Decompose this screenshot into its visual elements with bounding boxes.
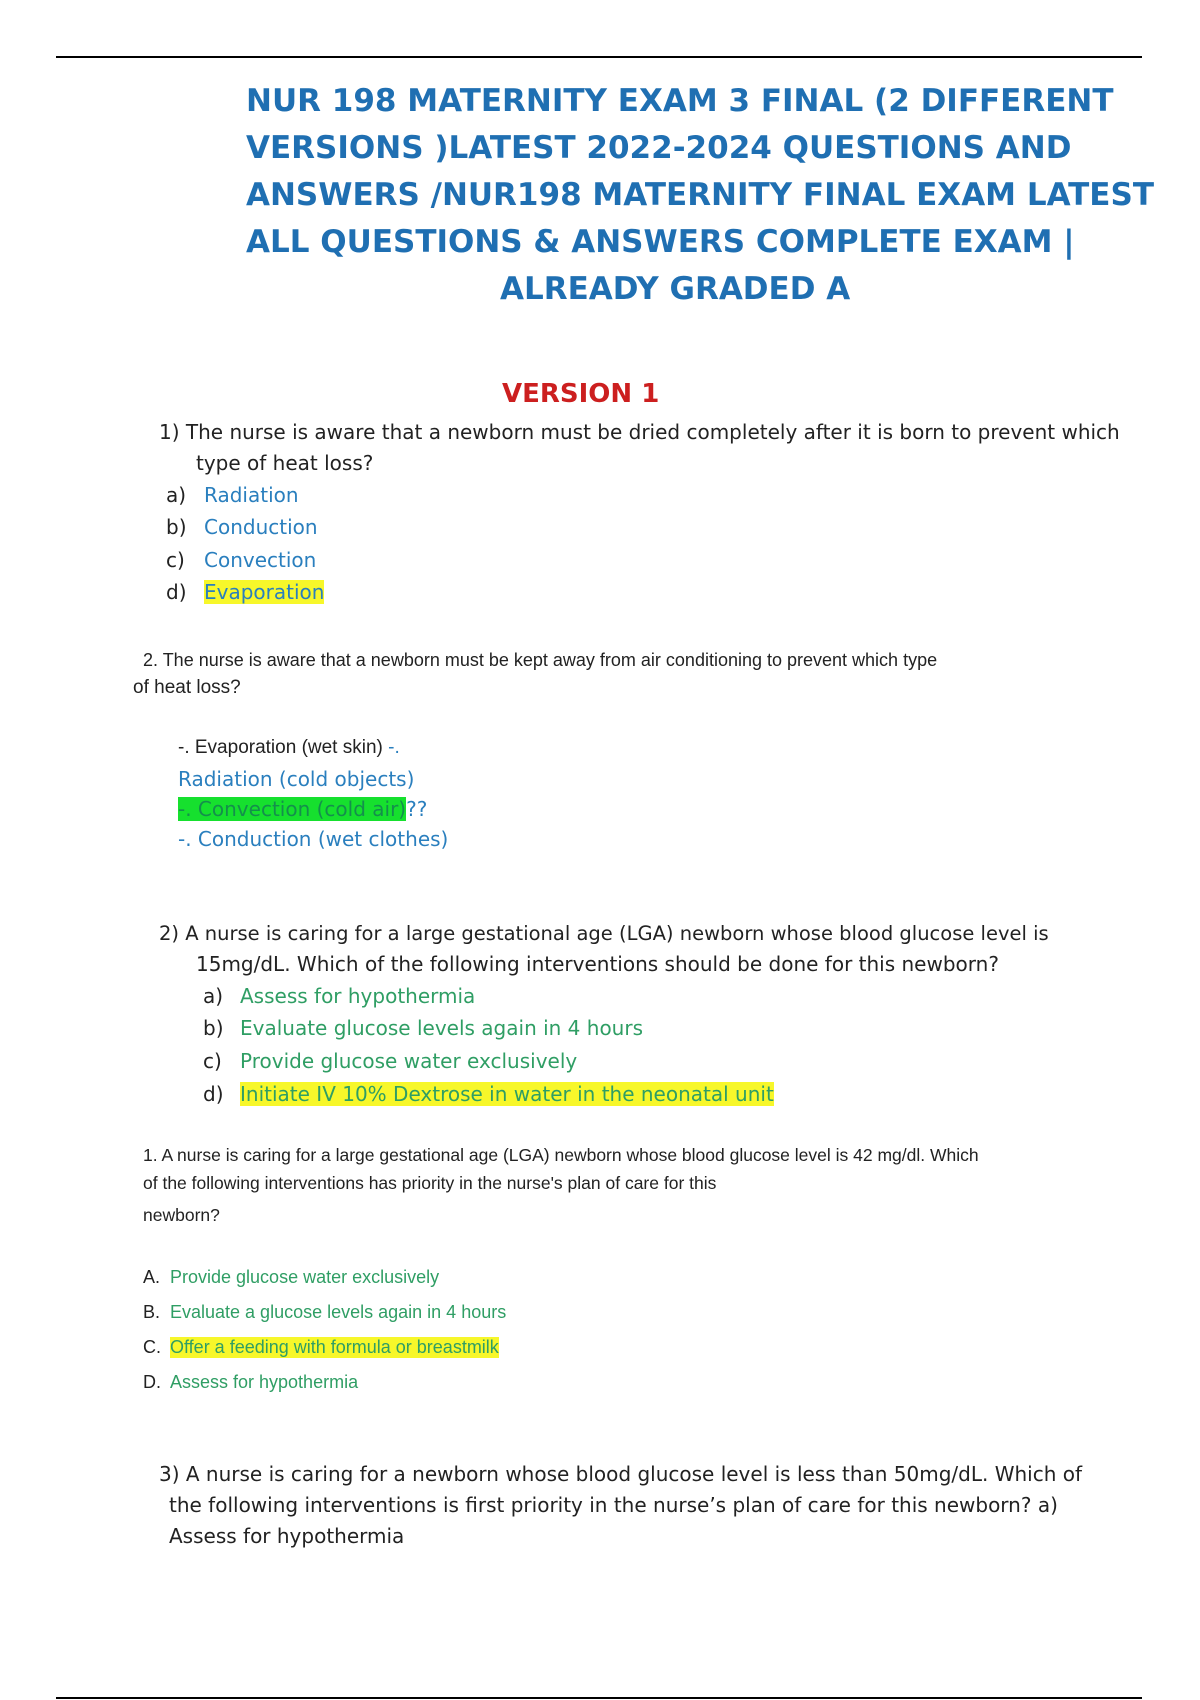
option-text: Provide glucose water exclusively — [170, 1267, 440, 1287]
q2-option-c — [203, 1049, 578, 1073]
question-3-line3: Assess for hypothermia — [169, 1524, 405, 1548]
option-text-answer: Initiate IV 10% Dextrose in water in the neonatal unit — [240, 1082, 774, 1106]
option-text: Provide glucose water exclusively — [240, 1049, 578, 1073]
question-1b-line1: 2. The nurse is aware that a newborn must be kept away from air conditioning to prevent which type — [143, 650, 938, 670]
option-label: a) — [203, 984, 224, 1008]
option-label: c) — [166, 548, 185, 572]
option-text-answer: -. Convection (cold air) — [178, 797, 407, 821]
option-label: C. — [143, 1337, 161, 1357]
option-label: A. — [143, 1267, 161, 1287]
q2b-option-b — [143, 1302, 507, 1323]
q1-option-a — [166, 483, 299, 507]
title-line: ANSWERS /NUR198 MATERNITY FINAL EXAM LATEST — [246, 177, 1154, 213]
question-2b-line3: newborn? — [143, 1205, 220, 1225]
option-label: a) — [166, 483, 187, 507]
q1-option-d — [166, 580, 325, 604]
document-title — [246, 78, 1154, 313]
top-rule — [56, 56, 1142, 58]
option-label: d) — [203, 1082, 224, 1106]
q2-option-b — [203, 1016, 643, 1040]
option-text: Radiation (cold objects) — [178, 767, 415, 791]
question-2-line1: 2) A nurse is caring for a large gestational age (LGA) newborn whose blood glucose level is — [159, 922, 1049, 945]
q1b-option-4 — [178, 827, 448, 851]
q2b-option-d — [143, 1372, 359, 1393]
option-text: Radiation — [204, 483, 299, 507]
title-line: NUR 198 MATERNITY EXAM 3 FINAL (2 DIFFERENT — [246, 83, 1114, 119]
option-text: Evaluate glucose levels again in 4 hours — [240, 1016, 643, 1040]
question-3-line2: the following interventions is first priority in the nurse’s plan of care for this newborn? a) — [169, 1493, 1058, 1517]
question-3-line1: 3) A nurse is caring for a newborn whose blood glucose level is less than 50mg/dL. Which of — [159, 1462, 1083, 1486]
q1b-option-2 — [178, 767, 414, 791]
q2b-option-c — [143, 1337, 499, 1358]
version-heading: VERSION 1 — [502, 379, 660, 409]
option-text: Evaluate a glucose levels again in 4 hours — [170, 1302, 507, 1322]
q2-option-d — [203, 1082, 774, 1106]
option-label: B. — [143, 1302, 161, 1322]
option-label: D. — [143, 1372, 161, 1392]
option-text-answer: Evaporation — [204, 580, 325, 604]
question-2b-line2: of the following interventions has priority in the nurse's plan of care for this — [143, 1173, 717, 1193]
option-suffix: -. — [382, 737, 400, 758]
question-2b-line1: 1. A nurse is caring for a large gestational age (LGA) newborn whose blood glucose level is 42 mg/dl. Which — [143, 1145, 979, 1165]
option-text: Convection — [204, 548, 317, 572]
title-line: VERSIONS )LATEST 2022-2024 QUESTIONS AND — [246, 130, 1072, 166]
question-1-line1: 1) The nurse is aware that a newborn must be dried completely after it is born to prevent which — [159, 420, 1120, 444]
q2-option-a — [203, 984, 476, 1008]
q1b-option-3 — [178, 797, 427, 821]
option-text: -. Conduction (wet clothes) — [178, 827, 449, 851]
q1-option-c — [166, 548, 317, 572]
question-1-line2: type of heat loss? — [196, 451, 374, 475]
option-label: b) — [166, 515, 187, 539]
title-line: ALREADY GRADED A — [500, 271, 851, 307]
option-text: Assess for hypothermia — [240, 984, 476, 1008]
bottom-rule — [56, 1697, 1142, 1699]
q1-option-b — [166, 515, 318, 539]
option-suffix: ?? — [406, 797, 428, 821]
option-label: b) — [203, 1016, 224, 1040]
option-label: c) — [203, 1049, 222, 1073]
option-text: Assess for hypothermia — [170, 1372, 359, 1392]
q2b-option-a — [143, 1267, 440, 1288]
option-text: -. Evaporation (wet skin) — [178, 737, 383, 758]
option-label: d) — [166, 580, 187, 604]
question-1b-line2: of heat loss? — [133, 677, 241, 698]
option-text: Conduction — [204, 515, 318, 539]
title-line: ALL QUESTIONS & ANSWERS COMPLETE EXAM | — [246, 224, 1075, 260]
q1b-option-1 — [178, 737, 400, 759]
option-text-answer: Offer a feeding with formula or breastmilk — [170, 1337, 499, 1357]
question-2-line2: 15mg/dL. Which of the following interventions should be done for this newborn? — [196, 952, 999, 976]
